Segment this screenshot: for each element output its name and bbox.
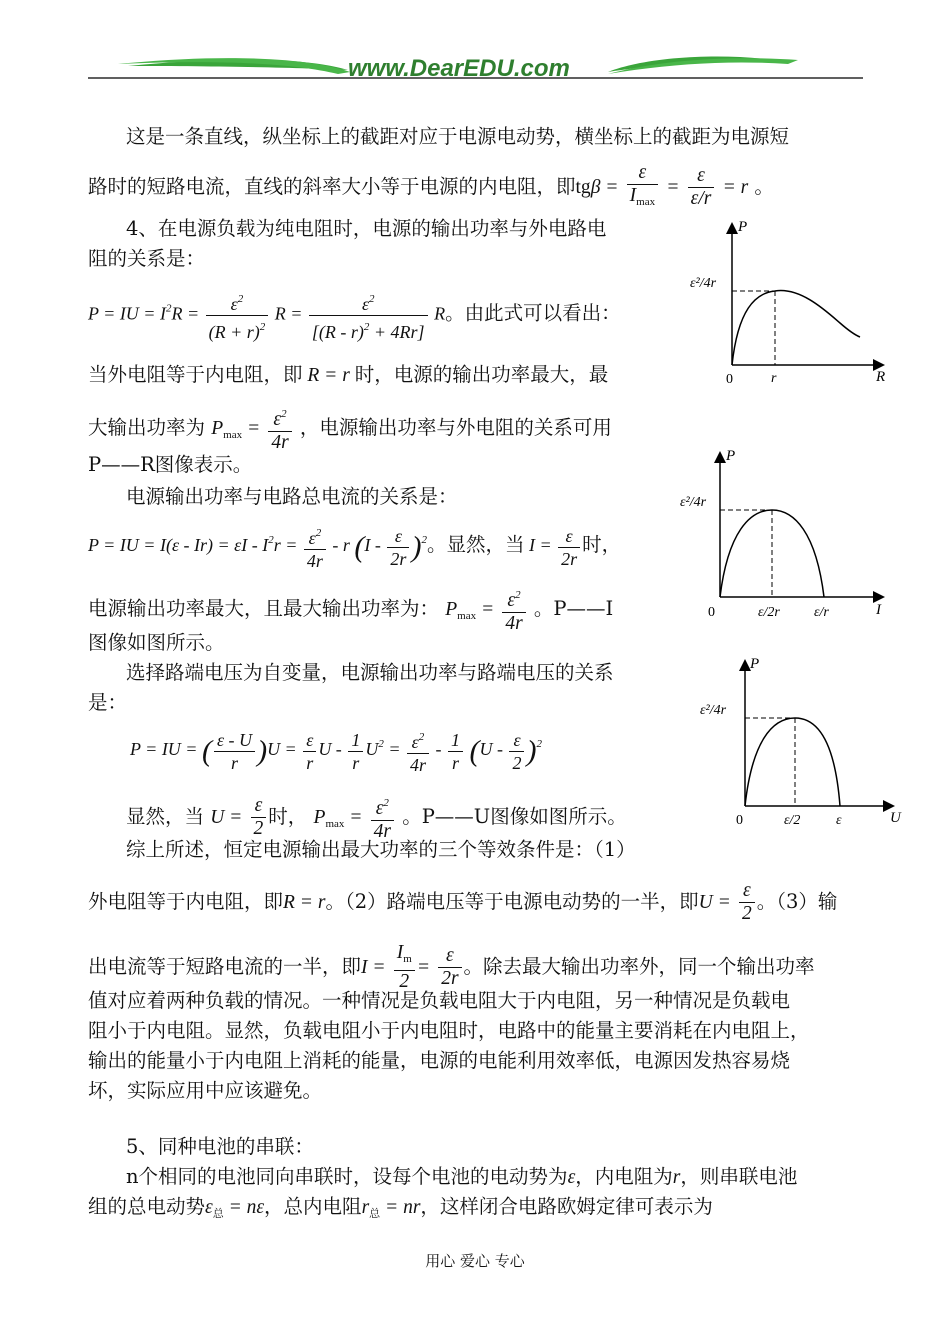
paragraph-line: 5、同种电池的串联： xyxy=(126,1135,314,1158)
curve xyxy=(745,718,840,806)
curve xyxy=(732,291,860,365)
paragraph-line: 4、在电源负载为纯电阻时，电源的输出功率与外电路电 xyxy=(126,217,607,240)
paragraph-line: 外电阻等于内电阻，即R = r。（2）路端电压等于电源电动势的一半，即U = $\frac{\varepsilon}{2}$ 。（3）输 xyxy=(88,880,838,924)
paragraph-line: 输出的能量小于内电阻上消耗的能量，电源的电能利用效率低，电源因发热容易烧 xyxy=(88,1049,791,1072)
paragraph-line: 这是一条直线，纵坐标上的截距对应于电源电动势，横坐标上的截距为电源短 xyxy=(126,125,790,148)
y-tick-label: ε²/4r xyxy=(680,495,707,510)
paragraph-line: 坏，实际应用中应该避免。 xyxy=(88,1079,323,1102)
y-axis-label: P xyxy=(726,448,736,464)
header-banner xyxy=(88,48,863,88)
paragraph-line: 选择路端电压为自变量，电源输出功率与路端电压的关系 xyxy=(126,661,614,684)
paragraph-line: 是： xyxy=(88,691,128,714)
paragraph-line: n个相同的电池同向串联时，设每个电池的电动势为ε，内电阻为r，则串联电池 xyxy=(126,1165,798,1188)
paragraph-line: 阻的关系是： xyxy=(88,247,206,270)
formula-p-i: P = IU = $I(\varepsilon - Ir) = \varepsilon I - I^2r$ = $\frac{\varepsilon^2}{4r}$ - r (I - $\frac{\varepsilon}{2r}$ )$^2$。显然，当 I = $\frac{\varepsilon}{2r}$ 时， xyxy=(88,522,863,572)
formula-p-u: P = IU = ( $\frac{\varepsilon - U}{r}$ )U = $\frac{\varepsilon}{r}$ U - $\frac{1}{r}$ $U^2$ = $\frac{\varepsilon^2}{4r}$ - $\frac{1}{r}$ (U - $\frac{\varepsilon}{2}$ )$^2$ xyxy=(130,726,905,776)
paragraph-line: 电源输出功率与电路总电流的关系是： xyxy=(126,485,458,508)
x-axis-label: I xyxy=(876,602,881,618)
site-logo-text: www.DearEDU.com xyxy=(348,55,570,82)
fraction: $\frac{\varepsilon}{I_{max}}$ xyxy=(627,162,658,213)
paragraph-line: 值对应着两种负载的情况。一种情况是负载电阻大于内电阻，另一种情况是负载电 xyxy=(88,989,791,1012)
graph-p-r xyxy=(690,215,900,395)
paragraph-line: P——R图像表示。 xyxy=(88,453,253,476)
paragraph-line: 图像如图所示。 xyxy=(88,631,225,654)
paragraph-line: 阻小于内电阻。显然，负载电阻小于内电阻时，电路中的能量主要消耗在内电阻上， xyxy=(88,1019,810,1042)
x-axis-label: R xyxy=(876,369,886,385)
y-axis-label: P xyxy=(750,656,760,672)
y-tick-label: ε²/4r xyxy=(700,703,727,718)
x-axis-label: U xyxy=(890,810,901,826)
origin-label: 0 xyxy=(736,813,743,828)
formula-p-r: P = IU = $I^2R$ = $\frac{\varepsilon^2}{(R + r)^2}$ R = $\frac{\varepsilon^2}{[(R - r)^2 + 4Rr]}$ R。由此式可以看出： xyxy=(88,288,863,343)
origin-label: 0 xyxy=(726,372,733,387)
x-tick-label: ε/2 xyxy=(784,813,801,828)
y-axis-label: P xyxy=(738,219,748,235)
page-header xyxy=(88,48,863,88)
x-tick-label: ε/r xyxy=(814,605,829,620)
paragraph-line: 出电流等于短路电流的一半，即I = $\frac{I_m}{2}$ = $\frac{\varepsilon}{2r}$ 。除去最大输出功率外，同一个输出功率 xyxy=(88,942,815,992)
paragraph-line: 大输出功率为 $P_{max}$ = $\frac{\varepsilon^2}{4r}$ ，电源输出功率与外电阻的关系可用 xyxy=(88,403,863,454)
x-tick-label: ε xyxy=(836,813,842,828)
paragraph-line: 显然，当 U = $\frac{\varepsilon}{2}$ 时， $P_{max}$ = $\frac{\varepsilon^2}{4r}$ 。P——U图像如图所示。 xyxy=(126,792,901,843)
x-tick-label: ε/2r xyxy=(758,605,780,620)
paragraph-line: 电源输出功率最大，且最大输出功率为： $P_{max}$ = $\frac{\varepsilon^2}{4r}$ 。P——I xyxy=(88,584,863,635)
y-tick-label: ε²/4r xyxy=(690,276,717,291)
paragraph-line: 当外电阻等于内电阻，即 R = r 时，电源的输出功率最大，最 xyxy=(88,363,609,386)
graph-p-u xyxy=(690,650,910,830)
x-tick-label: r xyxy=(771,371,777,386)
graph-p-i xyxy=(680,442,900,622)
paragraph-line: 组的总电动势$\varepsilon_总 = n\varepsilon$，总内电阻$r_总$ = nr，这样闭合电路欧姆定律可表示为 xyxy=(88,1195,713,1220)
origin-label: 0 xyxy=(708,605,715,620)
paragraph-line: 综上所述，恒定电源输出最大功率的三个等效条件是：（1） xyxy=(126,838,636,861)
page-footer: 用心 爱心 专心 xyxy=(425,1252,525,1270)
fraction: $\frac{\varepsilon}{\varepsilon/r}$ xyxy=(688,165,715,210)
paragraph-line: 路时的短路电流，直线的斜率大小等于电源的内电阻，即tgβ = $\frac{\varepsilon}{I_{max}}$ = $\frac{\varepsilon}{\varepsilon/r}$ = r 。 xyxy=(88,162,863,213)
